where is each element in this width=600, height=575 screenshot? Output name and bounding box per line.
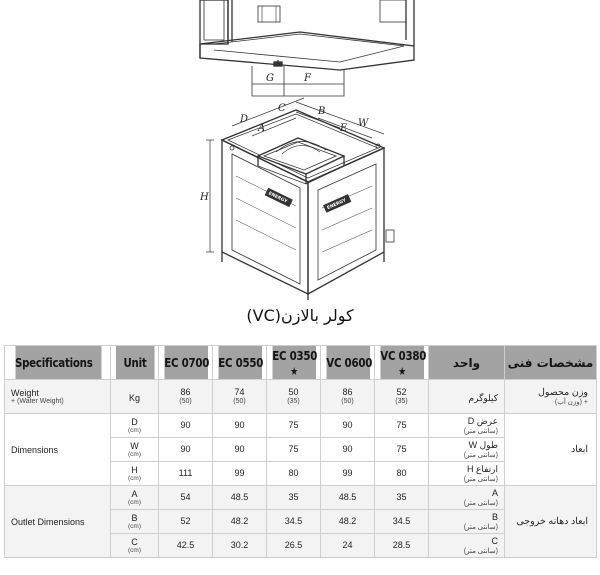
header-unit-fa: واحد <box>429 346 505 380</box>
header-unit: Unit <box>115 346 154 380</box>
outlet-unit: A (cm) <box>111 486 159 510</box>
outlet-value: 34.5 <box>267 510 321 534</box>
outlet-value: 48.5 <box>213 486 267 510</box>
weight-value: 50 (35) <box>267 380 321 414</box>
dim-unit-fa: طول W (سانتی متر) <box>429 438 505 462</box>
outlet-dimensions-label: Outlet Dimensions <box>5 486 111 558</box>
star-icon: ★ <box>289 364 298 378</box>
outlet-value: 48.2 <box>213 510 267 534</box>
dim-label-h: H <box>200 192 209 203</box>
dim-label-a: A <box>258 123 266 134</box>
dim-value: 99 <box>213 462 267 486</box>
dim-unit-fa: عرض D (سانتی متر) <box>429 414 505 438</box>
outlet-unit-fa: A (سانتی متر) <box>429 486 505 510</box>
weight-unit: Kg <box>111 380 159 414</box>
dim-value: 75 <box>267 438 321 462</box>
dim-value: 90 <box>321 438 375 462</box>
dim-value: 90 <box>213 438 267 462</box>
weight-value: 86 (50) <box>159 380 213 414</box>
outlet-dimensions-label-fa: ابعاد دهانه خروجی <box>505 486 597 558</box>
dim-value: 75 <box>267 414 321 438</box>
outlet-value: 48.5 <box>321 486 375 510</box>
dim-value: 90 <box>213 414 267 438</box>
table-row-weight <box>5 380 597 414</box>
weight-value: 74 (50) <box>213 380 267 414</box>
outlet-value: 34.5 <box>375 510 429 534</box>
weight-unit-fa: کیلوگرم <box>429 380 505 414</box>
dim-unit: W (cm) <box>111 438 159 462</box>
dim-value: 90 <box>159 438 213 462</box>
dim-value: 90 <box>321 414 375 438</box>
dim-label-w: W <box>358 118 369 129</box>
dim-value: 80 <box>267 462 321 486</box>
dim-value: 80 <box>375 462 429 486</box>
header-model-vc0600: VC 0600 <box>325 346 369 380</box>
outlet-value: 24 <box>321 534 375 558</box>
outlet-value: 35 <box>267 486 321 510</box>
outlet-unit-fa: C (سانتی متر) <box>429 534 505 558</box>
dim-value: 111 <box>159 462 213 486</box>
weight-label-fa: وزن محصول + (وزن آب) <box>505 380 597 414</box>
header-model-ec0700: EC 0700 <box>163 346 207 380</box>
dim-label-c: C <box>278 103 286 114</box>
outlet-unit: B (cm) <box>111 510 159 534</box>
outlet-value: 28.5 <box>375 534 429 558</box>
outlet-value: 26.5 <box>267 534 321 558</box>
outlet-value: 42.5 <box>159 534 213 558</box>
dim-label-f: F <box>304 73 311 84</box>
specifications-table <box>4 345 597 558</box>
product-caption: کولر بالازن(VC) <box>246 306 354 325</box>
dim-unit-fa: ارتفاع H (سانتی متر) <box>429 462 505 486</box>
dimensions-label-fa: ابعاد <box>505 414 597 486</box>
table-row-outlet-a <box>5 486 597 510</box>
header-model-vc0380: VC 0380 ★ <box>379 347 426 378</box>
star-icon: ★ <box>397 364 406 378</box>
header-model-ec0550: EC 0550 <box>217 346 261 380</box>
outlet-value: 54 <box>159 486 213 510</box>
dim-label-g: G <box>266 73 274 84</box>
dim-unit: D (cm) <box>111 414 159 438</box>
badge-left-text: ENERGY <box>267 191 288 205</box>
header-model-ec0350: EC 0350 ★ <box>271 347 317 378</box>
dim-value: 75 <box>375 438 429 462</box>
outlet-value: 48.2 <box>321 510 375 534</box>
outlet-unit: C (cm) <box>111 534 159 558</box>
weight-value: 52 (35) <box>375 380 429 414</box>
outlet-value: 35 <box>375 486 429 510</box>
header-specifications: Specifications <box>14 346 101 380</box>
badge-right-text: ENERGY <box>326 198 348 212</box>
dim-label-d: D <box>240 114 249 125</box>
outlet-value: 30.2 <box>213 534 267 558</box>
dim-value: 90 <box>159 414 213 438</box>
outlet-value: 52 <box>159 510 213 534</box>
outlet-unit-fa: B (سانتی متر) <box>429 510 505 534</box>
weight-value: 86 (50) <box>321 380 375 414</box>
cooler-body-drawing <box>222 110 394 300</box>
table-row-dimension-d <box>5 414 597 438</box>
dim-value: 75 <box>375 414 429 438</box>
dim-unit: H (cm) <box>111 462 159 486</box>
dimensions-label: Dimensions <box>5 414 111 486</box>
dim-label-e: E <box>340 123 348 134</box>
weight-label: Weight + (Water Weight) <box>5 380 111 414</box>
header-spec-fa: مشخصات فنی <box>505 346 597 380</box>
dim-value: 99 <box>321 462 375 486</box>
dim-label-b: B <box>318 106 326 117</box>
table-header-row <box>5 346 597 380</box>
